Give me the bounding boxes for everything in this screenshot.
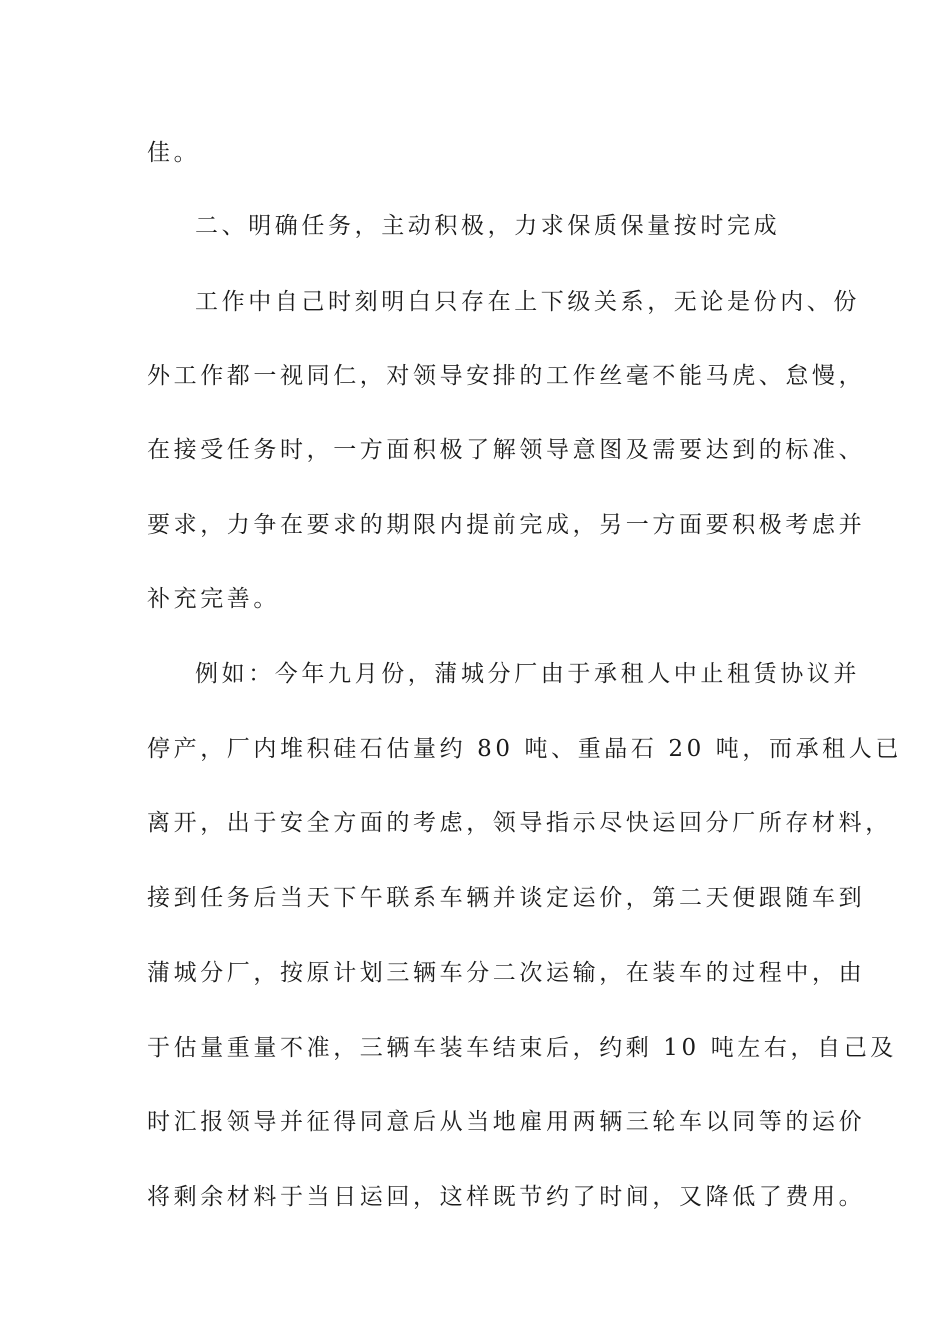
- text-line-14: 时汇报领导并征得同意后从当地雇用两辆三轮车以同等的运价: [147, 1109, 866, 1135]
- text-line-13: 于估量重量不准，三辆车装车结束后，约剩 10 吨左右，自己及: [147, 1035, 897, 1061]
- text-line-9: 停产，厂内堆积硅石估量约 80 吨、重晶石 20 吨，而承租人已: [147, 736, 902, 762]
- text-line-7: 补充完善。: [147, 586, 280, 612]
- text-line-11: 接到任务后当天下午联系车辆并谈定运价，第二天便跟随车到: [147, 885, 866, 911]
- text-line-12: 蒲城分厂，按原计划三辆车分二次运输，在装车的过程中，由: [147, 960, 866, 986]
- text-line-5: 在接受任务时，一方面积极了解领导意图及需要达到的标准、: [147, 437, 866, 463]
- text-line-8: 例如：今年九月份，蒲城分厂由于承租人中止租赁协议并: [195, 661, 860, 687]
- text-line-6: 要求，力争在要求的期限内提前完成，另一方面要积极考虑并: [147, 512, 866, 538]
- text-line-4: 外工作都一视同仁，对领导安排的工作丝毫不能马虎、怠慢，: [147, 363, 866, 389]
- text-line-10: 离开，出于安全方面的考虑，领导指示尽快运回分厂所存材料，: [147, 810, 892, 836]
- text-line-15: 将剩余材料于当日运回，这样既节约了时间，又降低了费用。: [147, 1184, 866, 1210]
- text-line-3: 工作中自己时刻明白只存在上下级关系，无论是份内、份: [195, 289, 860, 315]
- section-heading: 二、明确任务，主动积极，力求保质保量按时完成: [195, 213, 781, 239]
- text-line-1: 佳。: [147, 140, 201, 166]
